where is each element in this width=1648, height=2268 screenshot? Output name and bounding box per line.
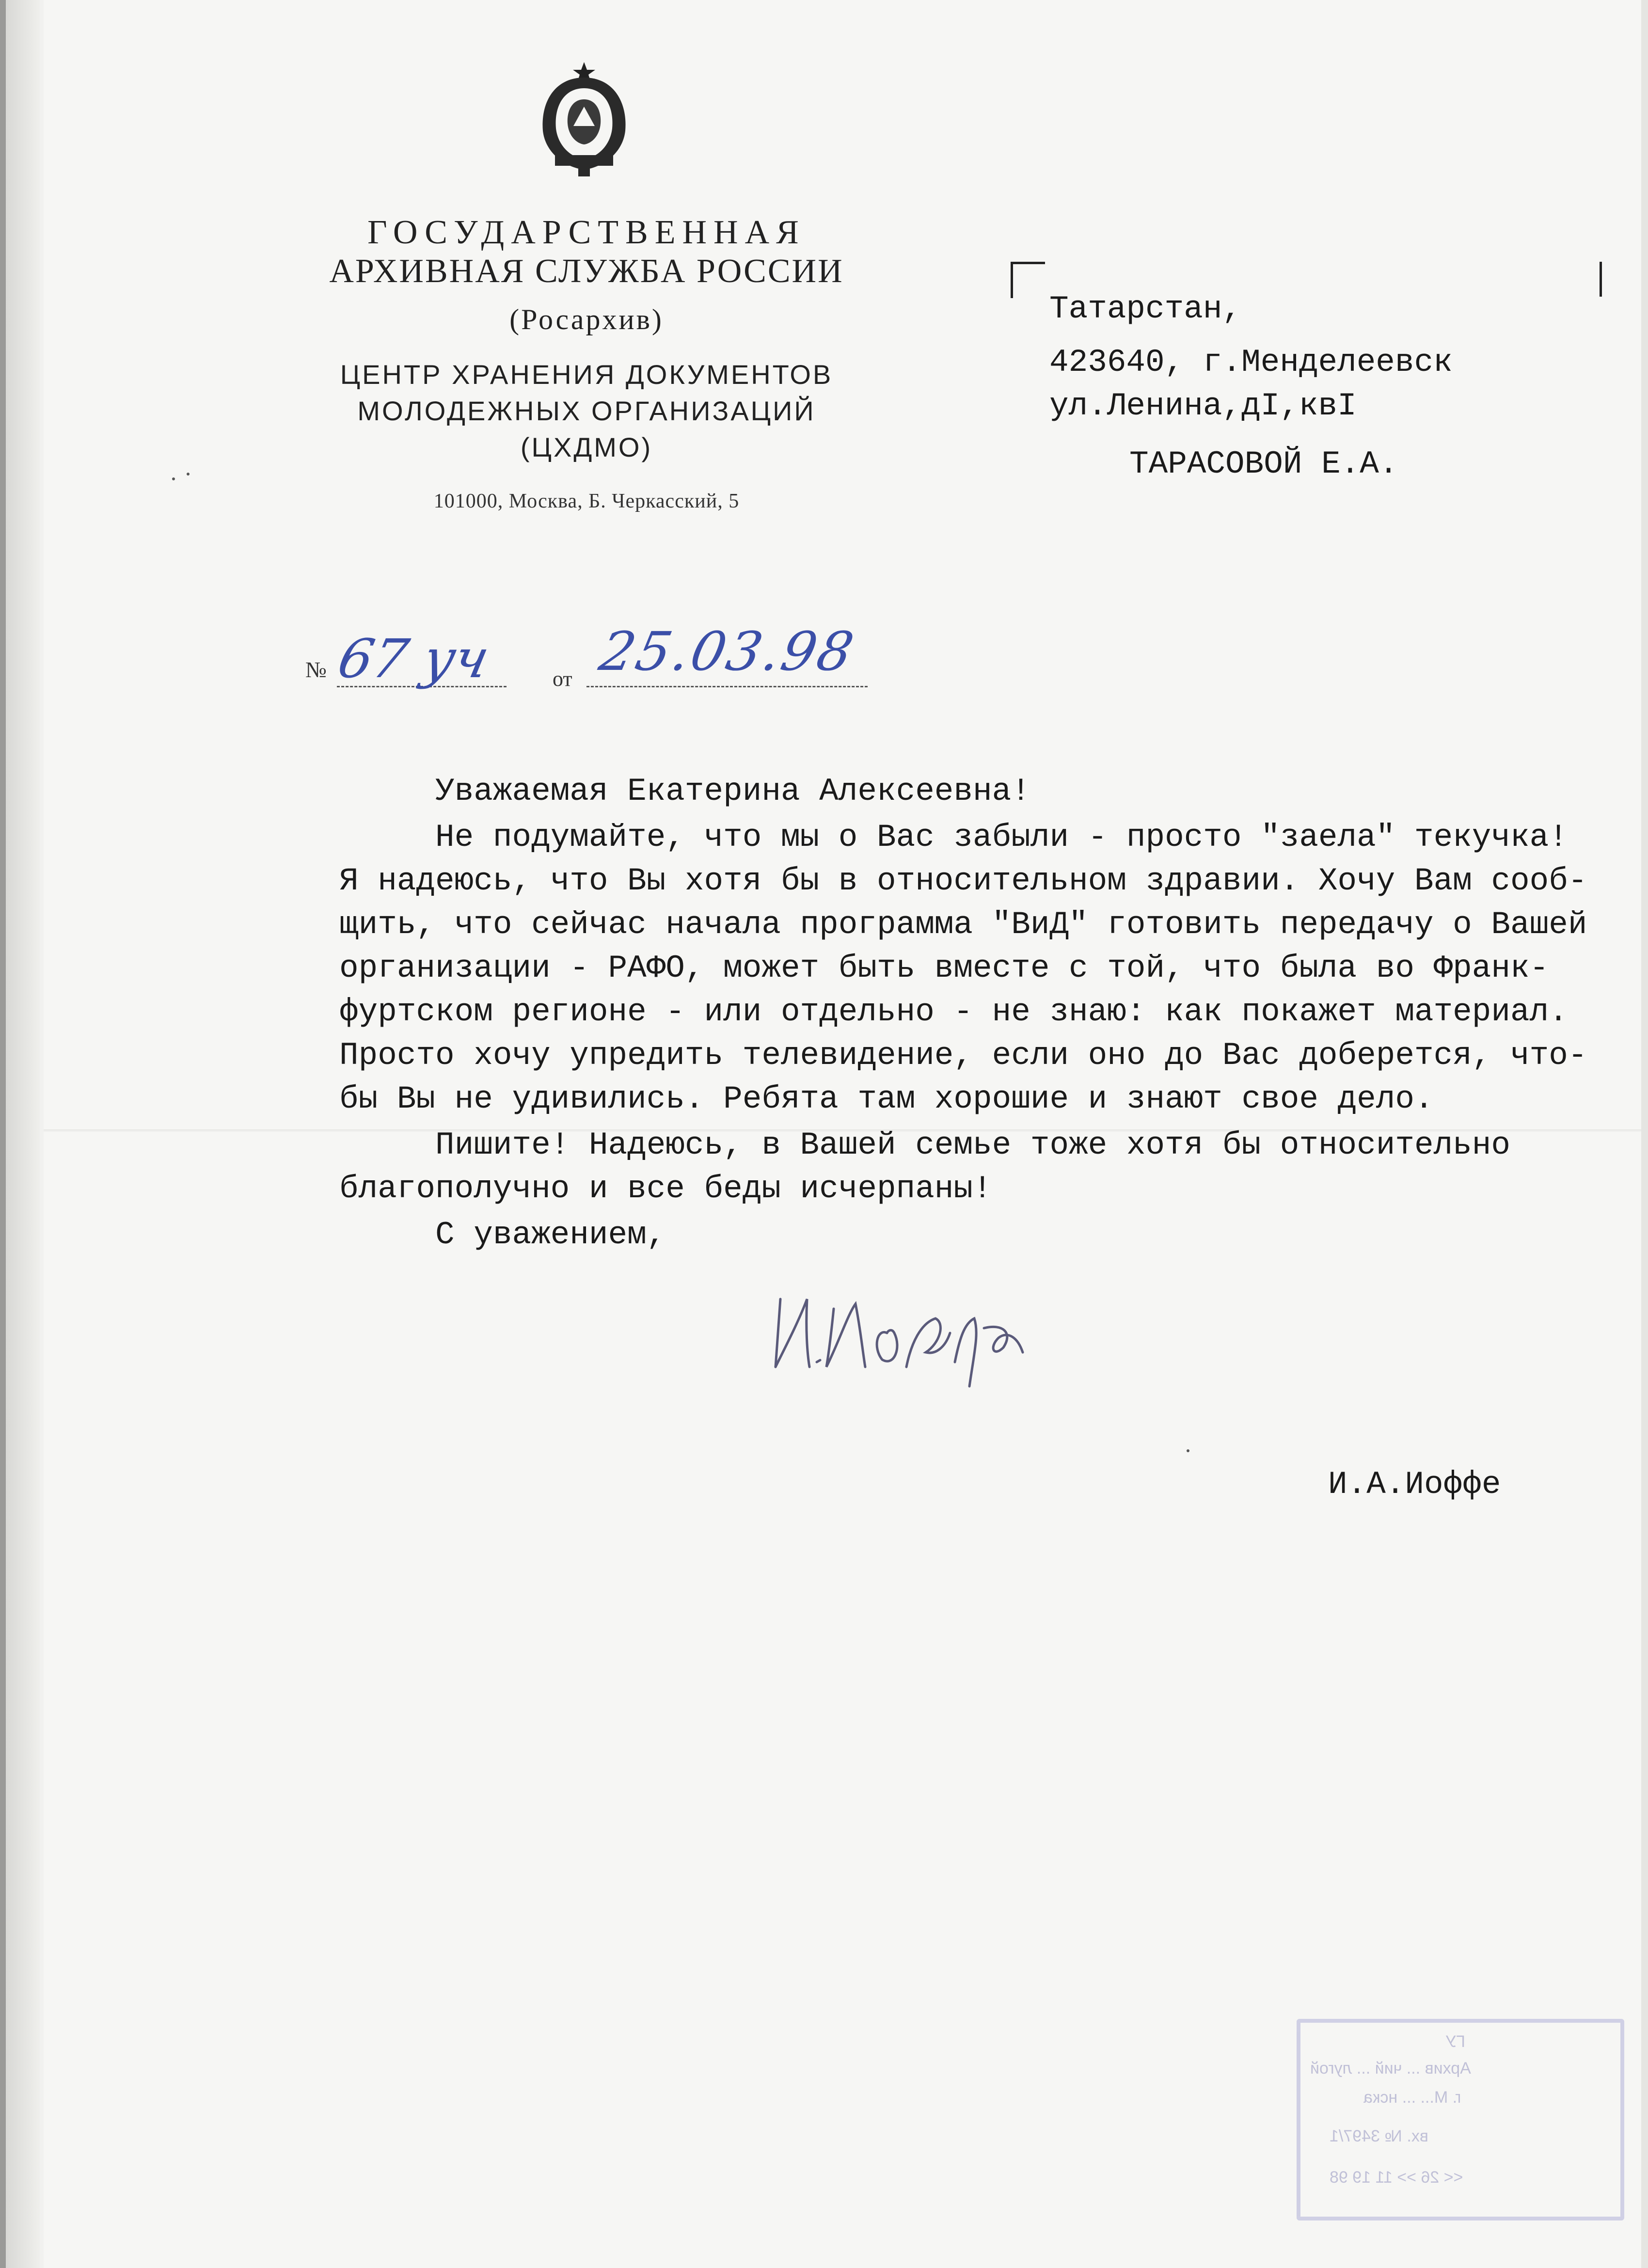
paper-speck [187, 473, 190, 476]
org-short-name: (Росархив) [509, 303, 664, 335]
stamp-line: вх. № 3497/1 [1330, 2127, 1428, 2145]
center-name-line1: ЦЕНТР ХРАНЕНИЯ ДОКУМЕНТОВ [340, 359, 833, 390]
letter-line: Пишите! Надеюсь, в Вашей семье тоже хотя бы относительно [339, 1127, 1510, 1163]
letter-line: фуртском регионе - или отдельно - не знаю: как покажет материал. [339, 994, 1568, 1030]
org-address: 101000, Москва, Б. Черкасский, 5 [433, 490, 740, 512]
letter-line: Я надеюсь, что Вы хотя бы в относительном здравии. Хочу Вам сооб- [339, 863, 1587, 899]
stamp-line: г. М... ... нска [1363, 2088, 1461, 2107]
recipient-city: 423640, г.Менделеевск [1049, 344, 1453, 381]
recipient-name: ТАРАСОВОЙ Е.А. [1129, 446, 1398, 482]
author-name: И.А.Иоффе [1328, 1466, 1501, 1503]
stamp-line: Архив ... чий ... лугой [1310, 2059, 1471, 2078]
date-handwritten: 25.03.98 [594, 620, 861, 682]
org-name-line1: ГОСУДАРСТВЕННАЯ [367, 214, 806, 251]
coat-of-arms-emblem [526, 58, 642, 179]
stamp-line: ГУ [1446, 2032, 1466, 2051]
letter-line: Просто хочу упредить телевидение, если оно до Вас доберется, что- [339, 1037, 1587, 1074]
letter-line: С уважением, [339, 1217, 666, 1253]
paper-speck [172, 477, 175, 480]
scan-edge-shadow [6, 0, 40, 2268]
letter-line: Не подумайте, что мы о Вас забыли - просто "заела" текучка! [339, 819, 1568, 856]
date-underline [586, 686, 868, 687]
paper-speck [1187, 1449, 1189, 1452]
address-corner-left [1011, 262, 1045, 298]
stamp-line: << 26 >> 11 19 98 [1330, 2168, 1463, 2187]
org-name-line2: АРХИВНАЯ СЛУЖБА РОССИИ [329, 253, 844, 290]
letter-line: организации - РАФО, может быть вместе с той, что была во Франк- [339, 950, 1549, 986]
scan-edge [0, 0, 6, 2268]
date-label: от [553, 667, 572, 691]
letter-line: Уважаемая Екатерина Алексеевна! [339, 773, 1030, 809]
letter-line: благополучно и все беды исчерпаны! [339, 1171, 992, 1207]
reference-line [301, 618, 882, 700]
registration-stamp [1297, 2019, 1624, 2220]
handwritten-signature [761, 1270, 1032, 1396]
letter-line: бы Вы не удивились. Ребята там хорошие и знают свое дело. [339, 1081, 1434, 1117]
number-handwritten: 67 уч [333, 628, 495, 690]
recipient-region: Татарстан, [1049, 291, 1242, 327]
center-short-name: (ЦХДМО) [520, 432, 653, 462]
recipient-street: ул.Ленина,дI,квI [1049, 388, 1357, 424]
number-label: № [305, 657, 327, 682]
center-name-line2: МОЛОДЕЖНЫХ ОРГАНИЗАЦИЙ [357, 396, 816, 426]
scan-edge-right [1641, 0, 1648, 2268]
address-corner-right [1600, 262, 1602, 297]
letter-line: щить, что сейчас начала программа "ВиД" готовить передачу о Вашей [339, 906, 1587, 943]
